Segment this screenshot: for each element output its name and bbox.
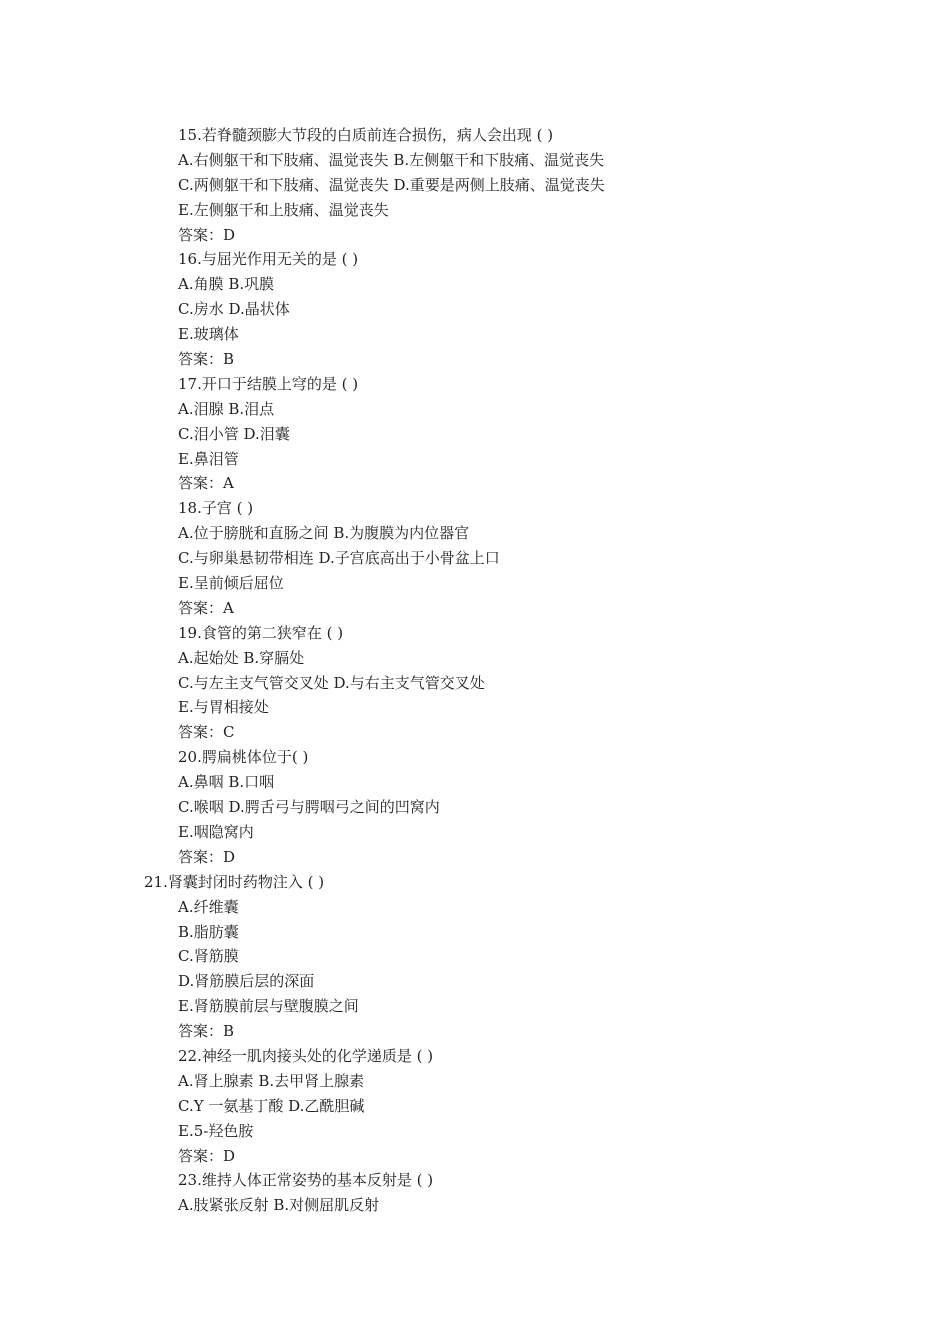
question-text: 18.子宫 ( )	[178, 499, 254, 518]
answer-line: 答案：B	[178, 350, 235, 369]
question-text: 21.肾囊封闭时药物注入 ( )	[144, 872, 325, 891]
option-line: E.咽隐窝内	[178, 822, 254, 841]
option-line: C.与卵巢悬韧带相连 D.子宫底高出于小骨盆上口	[178, 549, 500, 568]
option-line: E.左侧躯干和上肢痛、温觉丧失	[178, 200, 389, 219]
option-line: E.与胃相接处	[178, 698, 269, 717]
question-text: 16.与屈光作用无关的是 ( )	[178, 250, 359, 269]
question-text: 22.神经一肌肉接头处的化学递质是 ( )	[178, 1046, 434, 1065]
question-text: 17.开口于结膜上穹的是 ( )	[178, 374, 359, 393]
option-line: C.两侧躯干和下肢痛、温觉丧失 D.重要是两侧上肢痛、温觉丧失	[178, 175, 605, 194]
option-line: E.5-羟色胺	[178, 1121, 254, 1140]
option-line: A.纤维囊	[178, 897, 239, 916]
option-line: A.起始处 B.穿膈处	[178, 648, 305, 667]
option-line: A.右侧躯干和下肢痛、温觉丧失 B.左侧躯干和下肢痛、温觉丧失	[178, 150, 605, 169]
option-line: A.肾上腺素 B.去甲肾上腺素	[178, 1071, 365, 1090]
answer-line: 答案：D	[178, 847, 236, 866]
option-line: A.肢紧张反射 B.对侧屈肌反射	[178, 1196, 380, 1215]
answer-line: 答案：A	[178, 474, 234, 493]
option-line: D.肾筋膜后层的深面	[178, 972, 315, 991]
answer-line: 答案：A	[178, 598, 234, 617]
option-line: C.喉咽 D.腭舌弓与腭咽弓之间的凹窝内	[178, 798, 440, 817]
option-line: A.鼻咽 B.口咽	[178, 773, 275, 792]
question-text: 20.腭扁桃体位于( )	[178, 748, 309, 767]
question-text: 19.食管的第二狭窄在 ( )	[178, 623, 344, 642]
question-text: 23.维持人体正常姿势的基本反射是 ( )	[178, 1171, 434, 1190]
option-line: E.玻璃体	[178, 325, 239, 344]
option-line: E.鼻泪管	[178, 449, 239, 468]
option-line: A.泪腺 B.泪点	[178, 399, 275, 418]
option-line: A.角膜 B.巩膜	[178, 275, 275, 294]
question-text: 15.若脊髓颈膨大节段的白质前连合损伤，病人会出现 ( )	[178, 126, 554, 144]
option-line: C.房水 D.晶状体	[178, 300, 290, 319]
answer-line: 答案：D	[178, 225, 236, 244]
option-line: E.呈前倾后屈位	[178, 574, 284, 593]
option-line: C.与左主支气管交叉处 D.与右主支气管交叉处	[178, 673, 485, 692]
option-line: B.脂肪囊	[178, 922, 239, 941]
option-line: E.肾筋膜前层与壁腹膜之间	[178, 997, 359, 1016]
option-line: C.泪小管 D.泪囊	[178, 424, 290, 443]
answer-line: 答案：B	[178, 1022, 235, 1041]
answer-line: 答案：D	[178, 1146, 236, 1165]
document-page	[0, 123, 950, 1218]
answer-line: 答案：C	[178, 723, 235, 742]
option-line: C.Y 一氨基丁酸 D.乙酰胆碱	[178, 1096, 365, 1115]
option-line: C.肾筋膜	[178, 947, 239, 966]
option-line: A.位于膀胱和直肠之间 B.为腹膜为内位器官	[178, 524, 470, 543]
